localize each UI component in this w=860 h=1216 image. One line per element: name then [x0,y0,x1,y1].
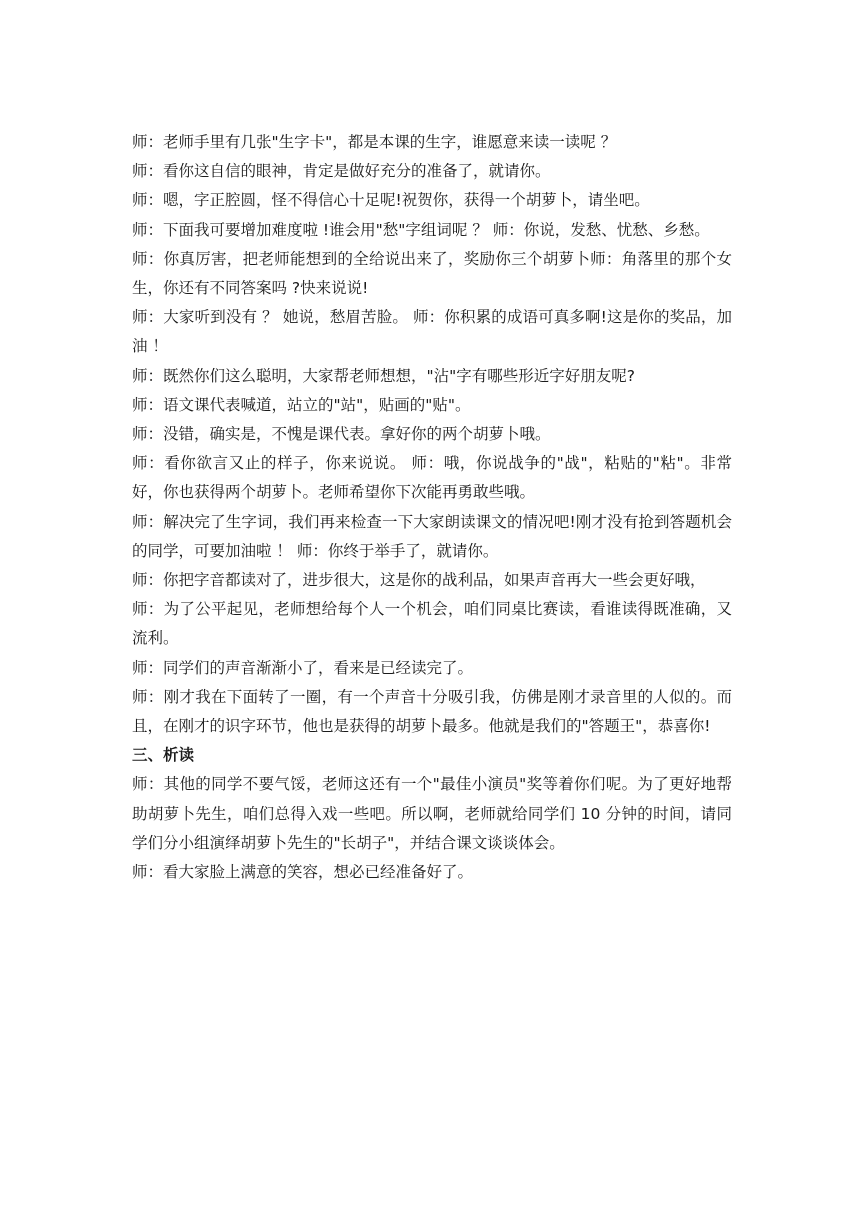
paragraph-12: 师：你把字音都读对了，进步很大，这是你的战利品，如果声音再大一些会更好哦， [132,571,706,590]
paragraph-7: 师：既然你们这么聪明，大家帮老师想想，"沾"字有哪些形近字好朋友呢? [132,366,635,385]
paragraph-2: 师：看你这自信的眼神，肯定是做好充分的准备了，就请你。 [132,162,551,181]
paragraph-5: 师：你真厉害，把老师能想到的全给说出来了，奖励你三个胡萝卜师：角落里的那个女生，你还有不同答案吗 ?快来说说! [132,249,732,298]
paragraph-15: 师：刚才我在下面转了一圈，有一个声音十分吸引我，仿佛是刚才录音里的人似的。而且，在刚才的识字环节，他也是获得的胡萝卜最多。他就是我们的"答题王"，恭喜你! [132,687,732,736]
paragraph-14: 师：同学们的声音渐渐小了，看来是已经读完了。 [132,658,474,677]
paragraph-17: 师：看大家脸上满意的笑容，想必已经准备好了。 [132,863,474,882]
paragraph-8: 师：语文课代表喊道，站立的"站"，贴画的"贴"。 [132,395,471,414]
paragraph-13: 师：为了公平起见，老师想给每个人一个机会，咱们同桌比赛读，看谁读得既准确，又流利。 [132,600,732,648]
paragraph-1: 师：老师手里有几张"生字卡"，都是本课的生字，谁愿意来读一读呢 ？ [132,133,617,151]
paragraph-6: 师：大家听到没有 ？ 她说，愁眉苦脸。 师：你积累的成语可真多啊!这是你的奖品，加油 ！ [132,308,732,356]
paragraph-11: 师：解决完了生字词，我们再来检查一下大家朗读课文的情况吧!刚才没有抢到答题机会的同学，可要加油啦 ！ 师：你终于举手了，就请你。 [132,512,732,560]
paragraph-4: 师：下面我可要增加难度啦 !谁会用"愁"字组词呢 ？ 师：你说，发愁、忧愁、乡愁。 [132,220,710,239]
section-heading: 三、析读 [132,746,195,765]
paragraph-10: 师：看你欲言又止的样子，你来说说。 师：哦，你说战争的"战"，粘贴的"粘"。非常好，你也获得两个胡萝卜。老师希望你下次能再勇敢些哦。 [132,454,732,502]
paragraph-9: 师：没错，确实是，不愧是课代表。拿好你的两个胡萝卜哦。 [132,425,551,444]
document-page [132,128,732,887]
paragraph-16: 师：其他的同学不要气馁，老师这还有一个"最佳小演员"奖等着你们呢。为了更好地帮助胡萝卜先生，咱们总得入戏一些吧。所以啊，老师就给同学们 10 分钟的时间，请同学们分小组演绎胡萝卜先生的"长胡子"，并结合课文谈谈体会。 [132,775,732,852]
paragraph-3: 师：嗯，字正腔圆，怪不得信心十足呢!祝贺你，获得一个胡萝卜，请坐吧。 [132,191,650,210]
